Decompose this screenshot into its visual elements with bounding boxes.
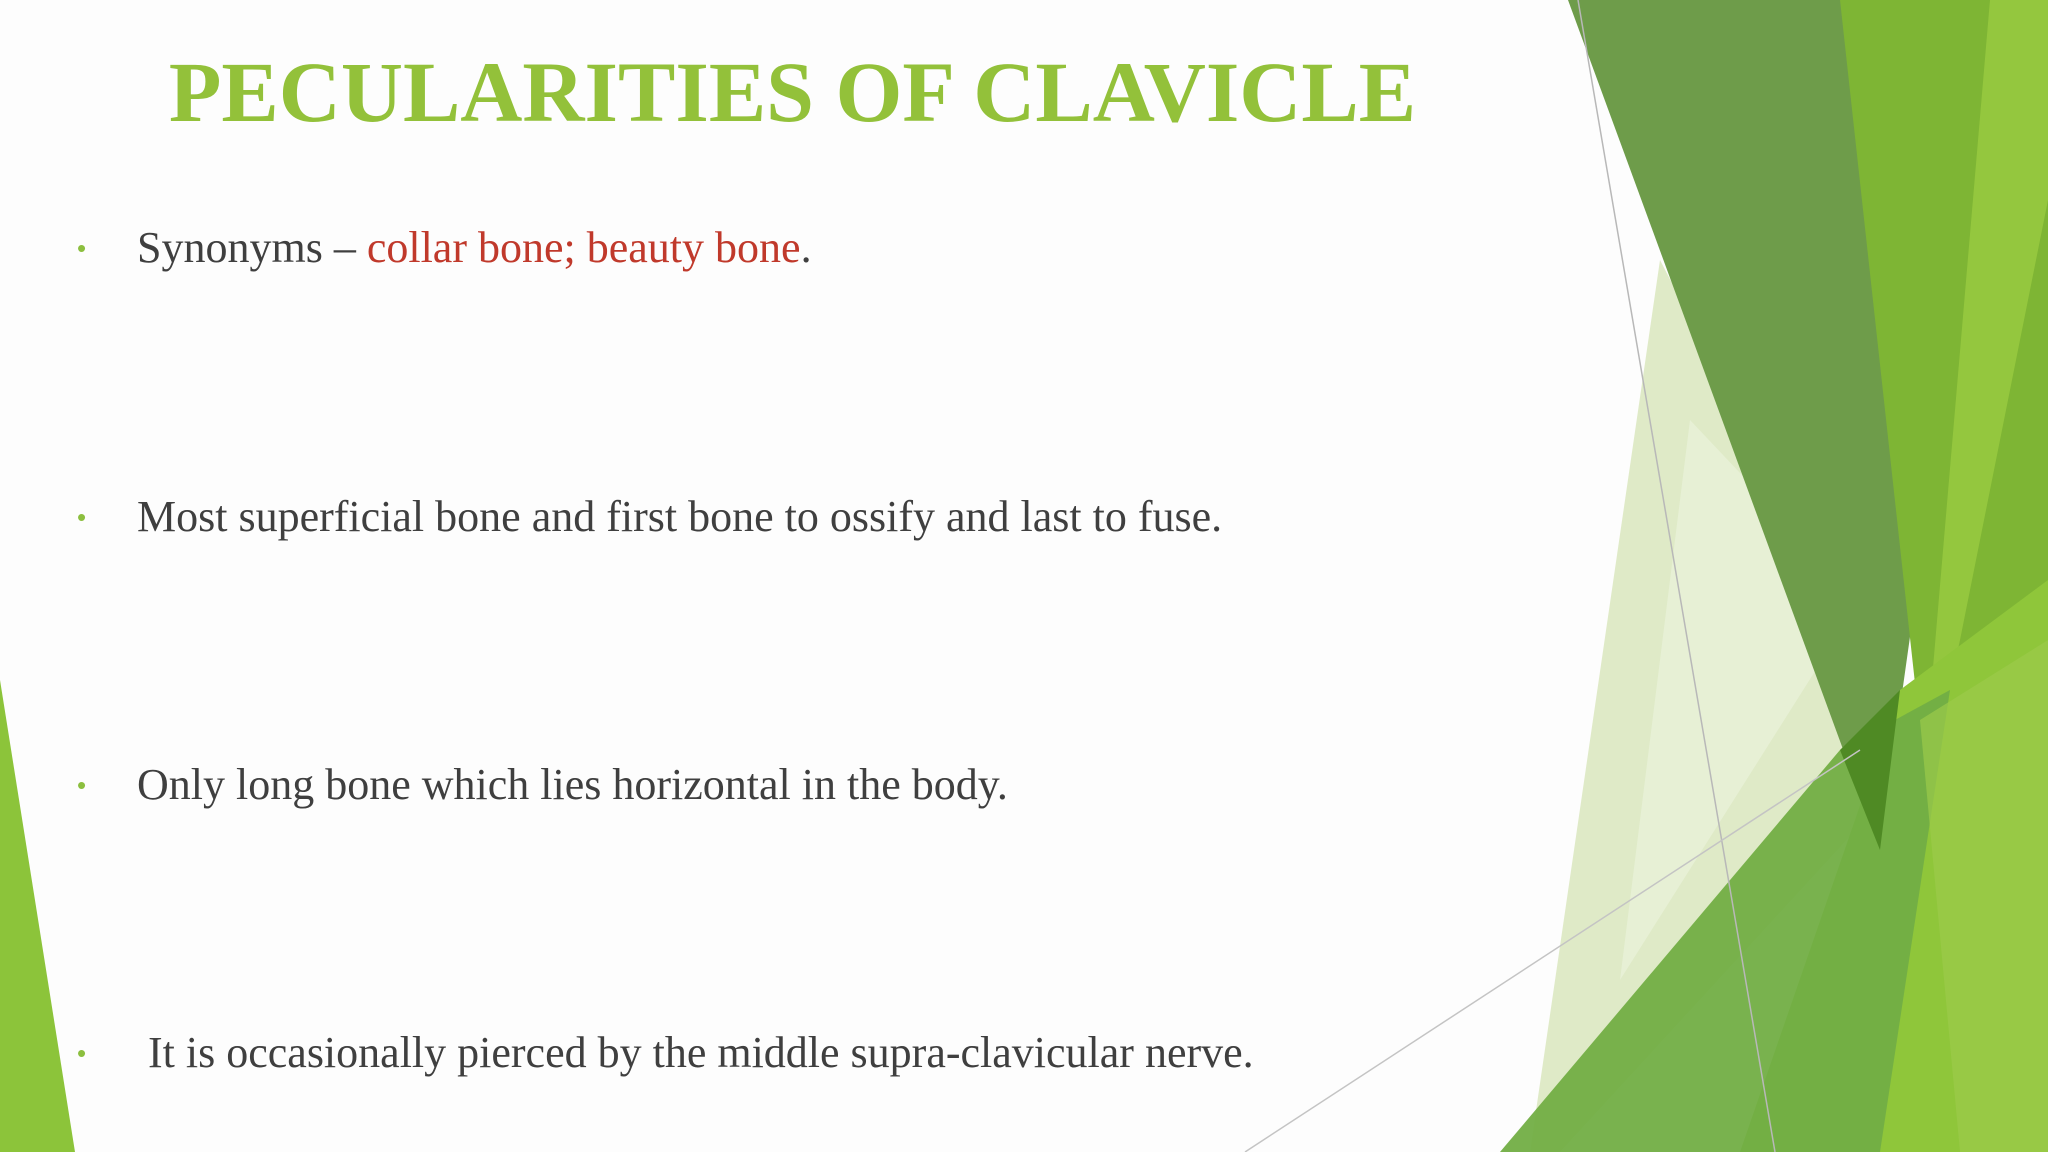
bullet-item-superficial [0,487,1500,547]
bullet-item-nerve [0,1023,1500,1083]
bullet-item-horizontal [0,755,1500,815]
bullet-text [137,218,812,278]
slide-title: PECULARITIES OF CLAVICLE [168,44,1417,140]
bullet-marker: • [77,1038,87,1068]
bullet-marker: • [77,770,87,800]
bullet-text: Only long bone which lies horizontal in the body. [137,760,1008,809]
synonyms-prefix: Synonyms – [137,223,367,272]
synonyms-highlight: collar bone; beauty bone [366,223,801,272]
synonyms-suffix: . [800,223,812,272]
bullet-marker: • [77,502,87,532]
bullet-text: Most superficial bone and first bone to ossify and last to fuse. [137,492,1223,541]
bullet-item-synonyms [0,218,1500,278]
bullet-marker: • [77,233,87,263]
bullet-text: It is occasionally pierced by the middle supra-clavicular nerve. [137,1028,1254,1077]
